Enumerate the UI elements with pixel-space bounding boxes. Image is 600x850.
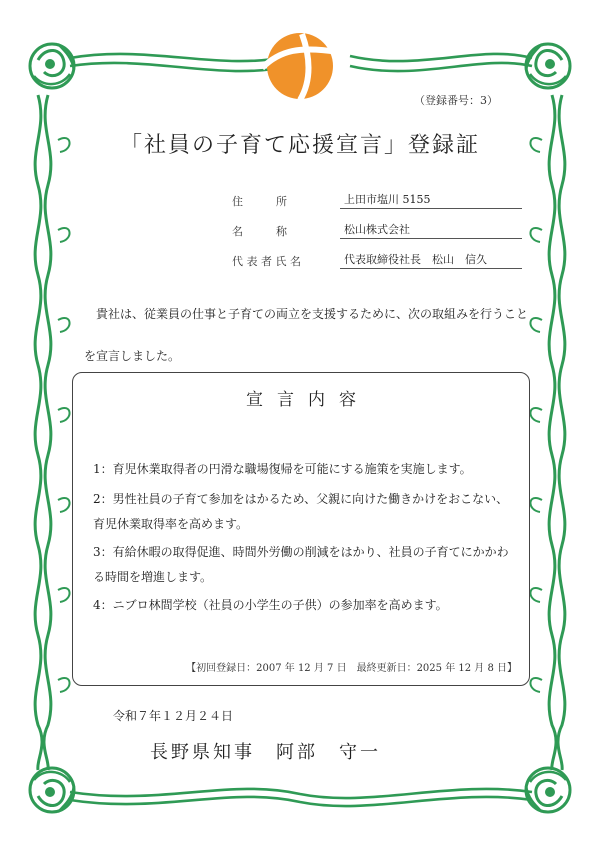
representative-value: 代表取締役社長 松山 信久 [340,250,522,269]
prefecture-emblem [262,33,338,100]
declaration-item: 1：育児休業取得者の円滑な職場復帰を可能にする施策を実施します。 [93,462,472,476]
company-name-value: 松山株式会社 [340,220,522,239]
issue-date: 令和７年１２月２４日 [113,709,234,723]
registration-number: （登録番号：3） [414,94,498,107]
declaration-item: 4：ニブロ林間学校（社員の小学生の子供）の参加率を高めます。 [93,598,448,612]
representative-label: 代 表 者 氏 名 [232,255,301,268]
address-value: 上田市塩川 5155 [340,190,522,209]
intro-text: 貴社は、従業員の仕事と子育ての両立を支援するために、次の取組みを行うことを宣言しました。 [84,307,529,363]
address-label: 住 所 [232,195,287,208]
declaration-heading: 宣言内容 [246,390,370,410]
declaration-item: 2：男性社員の子育て参加をはかるため、父親に向けた働きかけをおこない、育児休業取得率を高めます。 [93,492,509,531]
certificate-title: 「社員の子育て応援宣言」登録証 [119,133,480,158]
info-row-address [232,190,524,210]
registration-dates: 【初回登録日：2007 年 12 月 7 日 最終更新日：2025 年 12 月 8 日】 [186,663,517,674]
issuer-name: 長野県知事 阿部 守一 [150,742,381,763]
info-row-name [232,220,524,240]
declaration-box [72,372,530,686]
company-name-label: 名 称 [232,225,287,238]
declaration-item: 3：有給休暇の取得促進、時間外労働の削減をはかり、社員の子育てにかかわる時間を増進します。 [93,545,509,584]
info-row-representative [232,250,524,270]
